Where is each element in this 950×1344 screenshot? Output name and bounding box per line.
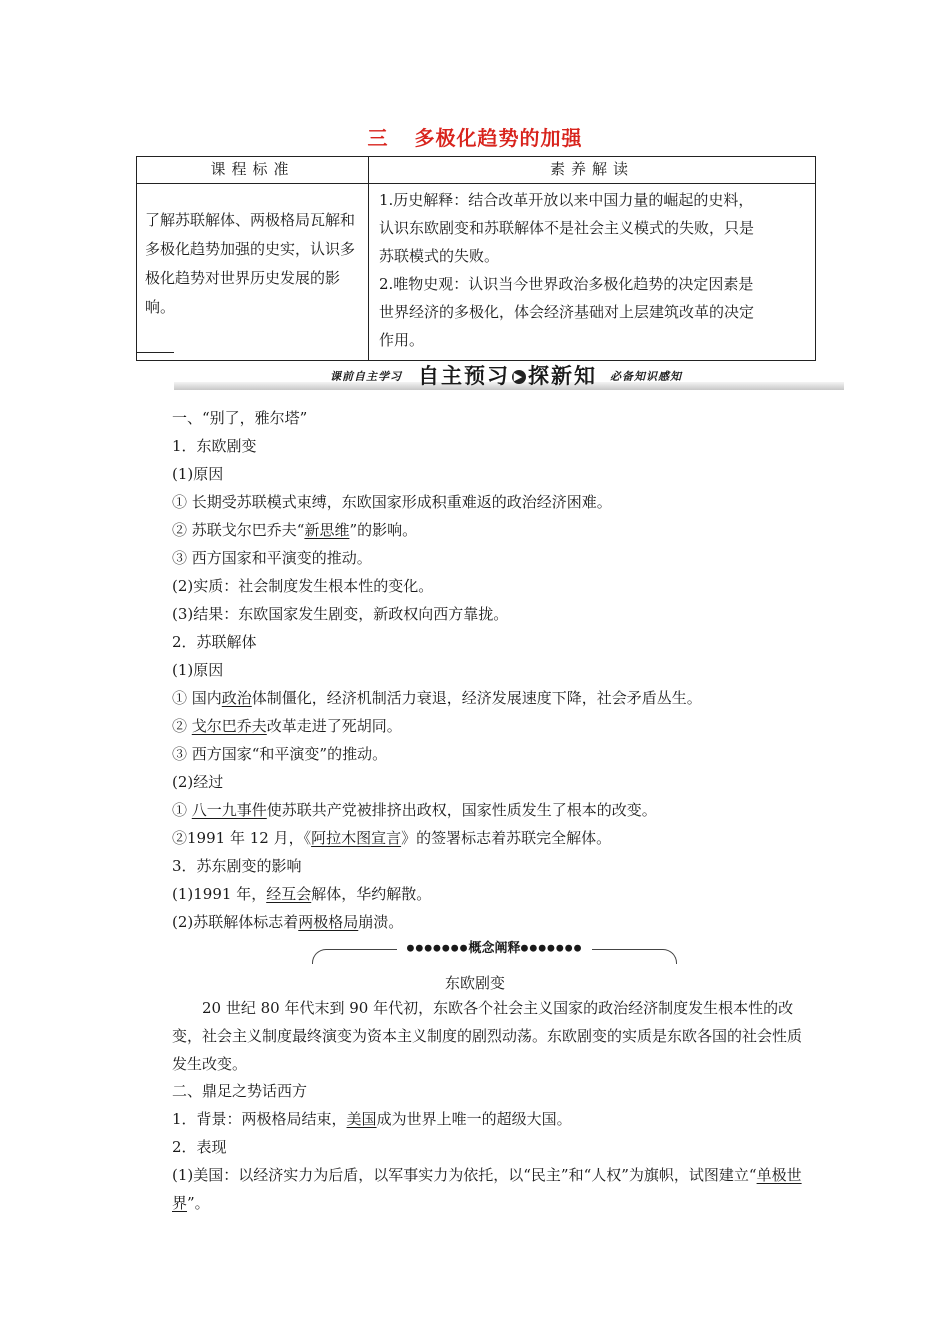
concept-label-text: 概念阐释 — [468, 941, 521, 956]
item-label: (1)原因 — [172, 465, 224, 483]
list-item — [172, 1161, 816, 1217]
literacy-header: 素养解读 — [369, 157, 816, 184]
text: 1．背景：两极格局结束， — [172, 1110, 347, 1128]
list-item: ③ 西方国家“和平演变”的推动。 — [172, 745, 388, 763]
literacy-line: 1.历史解释：结合改革开放以来中国力量的崛起的史料， — [379, 191, 754, 209]
table-divider — [136, 352, 174, 353]
subsection-title: 2．苏联解体 — [172, 633, 257, 651]
concept-title: 东欧剧变 — [444, 974, 505, 992]
text: ② 苏联戈尔巴乔夫“ — [172, 521, 305, 539]
underlined-answer: 两极格局 — [298, 913, 359, 931]
literacy-line: 作用。 — [379, 331, 425, 349]
lesson-number: 三 — [367, 126, 389, 150]
underlined-answer: 戈尔巴乔夫 — [191, 717, 267, 735]
concept-paragraph — [172, 994, 816, 1078]
underlined-answer: 单极世界 — [172, 1166, 802, 1212]
section-2 — [172, 1077, 832, 1217]
banner-title — [418, 360, 597, 390]
list-item — [172, 516, 832, 544]
text: 成为世界上唯一的超级大国。 — [376, 1110, 572, 1128]
text: ”的影响。 — [349, 521, 418, 539]
list-item — [172, 712, 832, 740]
text: 使苏联共产党被排挤出政权，国家性质发生了根本的改变。 — [266, 801, 657, 819]
literacy-line: 认识东欧剧变和苏联解体不是社会主义模式的失败，只是 — [379, 219, 755, 237]
section-heading: 二、鼎足之势话西方 — [172, 1082, 308, 1100]
section-heading: 一、“别了，雅尔塔” — [172, 409, 308, 427]
text: 崩溃。 — [358, 913, 404, 931]
underlined-answer: 美国 — [346, 1110, 377, 1128]
text: 》的签署标志着苏联完全解体。 — [401, 829, 612, 847]
list-item — [172, 796, 832, 824]
text: 改革走进了死胡同。 — [266, 717, 402, 735]
text: (2)苏联解体标志着 — [172, 913, 299, 931]
literacy-line: 2.唯物史观：认识当今世界政治多极化趋势的决定因素是 — [379, 275, 754, 293]
item-label: (2)经过 — [172, 773, 224, 791]
underlined-answer: 经互会 — [266, 885, 312, 903]
banner-title-left: 自主预习 — [418, 364, 510, 388]
underlined-answer: 八一九事件 — [191, 801, 267, 819]
curriculum-standards-table — [136, 156, 816, 361]
lesson-title — [0, 122, 950, 151]
list-item — [172, 824, 832, 852]
list-item — [172, 880, 832, 908]
subsection-title: 2．表现 — [172, 1138, 227, 1156]
subsection-title: 1．东欧剧变 — [172, 437, 257, 455]
banner-right-caption: 必备知识感知 — [610, 370, 682, 383]
list-item: ③ 西方国家和平演变的推动。 — [172, 549, 372, 567]
text: ② — [172, 717, 192, 735]
list-item — [172, 1105, 832, 1133]
list-item — [172, 908, 832, 936]
standards-header: 课程标准 — [137, 157, 369, 184]
underlined-answer: 新思维 — [304, 521, 350, 539]
literacy-line: 世界经济的多极化，体会经济基础对上层建筑改革的决定 — [379, 303, 755, 321]
section-banner — [174, 360, 844, 390]
list-item — [172, 684, 832, 712]
text: ① — [172, 801, 192, 819]
banner-title-right: 探新知 — [528, 364, 597, 388]
list-item: ① 长期受苏联模式束缚，东欧国家形成积重难返的政治经济困难。 — [172, 493, 612, 511]
subsection-title: 3．苏东剧变的影响 — [172, 857, 302, 875]
dots-icon: ●●●●●●● — [406, 943, 469, 954]
dots-icon: ●●●●●●● — [520, 943, 583, 954]
concept-label — [397, 937, 592, 956]
literacy-text — [369, 184, 816, 361]
banner-left-caption: 课前自主学习 — [330, 370, 402, 383]
underlined-answer: 政治 — [221, 689, 252, 707]
list-item: (2)实质：社会制度发生根本性的变化。 — [172, 577, 434, 595]
concept-text: 20 世纪 80 年代末到 90 年代初，东欧各个社会主义国家的政治经济制度发生根本性的改变，社会主义制度最终演变为资本主义制度的剧烈动荡。东欧剧变的实质是东欧各国的社会性质发生改变。 — [172, 999, 803, 1073]
standards-text: 了解苏联解体、两极格局瓦解和多极化趋势加强的史实，认识多极化趋势对世界历史发展的影响。 — [137, 184, 369, 361]
list-item: (3)结果：东欧国家发生剧变，新政权向西方靠拢。 — [172, 605, 509, 623]
text: ”。 — [187, 1194, 210, 1212]
underlined-answer: 阿拉木图宣言 — [311, 829, 402, 847]
arrow-right-icon: ▶ — [513, 370, 525, 383]
text: ②1991 年 12 月，《 — [172, 829, 312, 847]
text: (1)美国：以经济实力为后盾，以军事实力为依托，以“民主”和“人权”为旗帜，试图建立“ — [172, 1166, 757, 1184]
text: 体制僵化，经济机制活力衰退，经济发展速度下降，社会矛盾丛生。 — [251, 689, 702, 707]
section-1 — [172, 404, 832, 936]
concept-box-header — [312, 937, 677, 971]
text: ① 国内 — [172, 689, 222, 707]
text: 解体，华约解散。 — [311, 885, 432, 903]
text: (1)1991 年， — [172, 885, 267, 903]
literacy-line: 苏联模式的失败。 — [379, 247, 500, 265]
item-label: (1)原因 — [172, 661, 224, 679]
lesson-title-text: 多极化趋势的加强 — [414, 126, 583, 150]
